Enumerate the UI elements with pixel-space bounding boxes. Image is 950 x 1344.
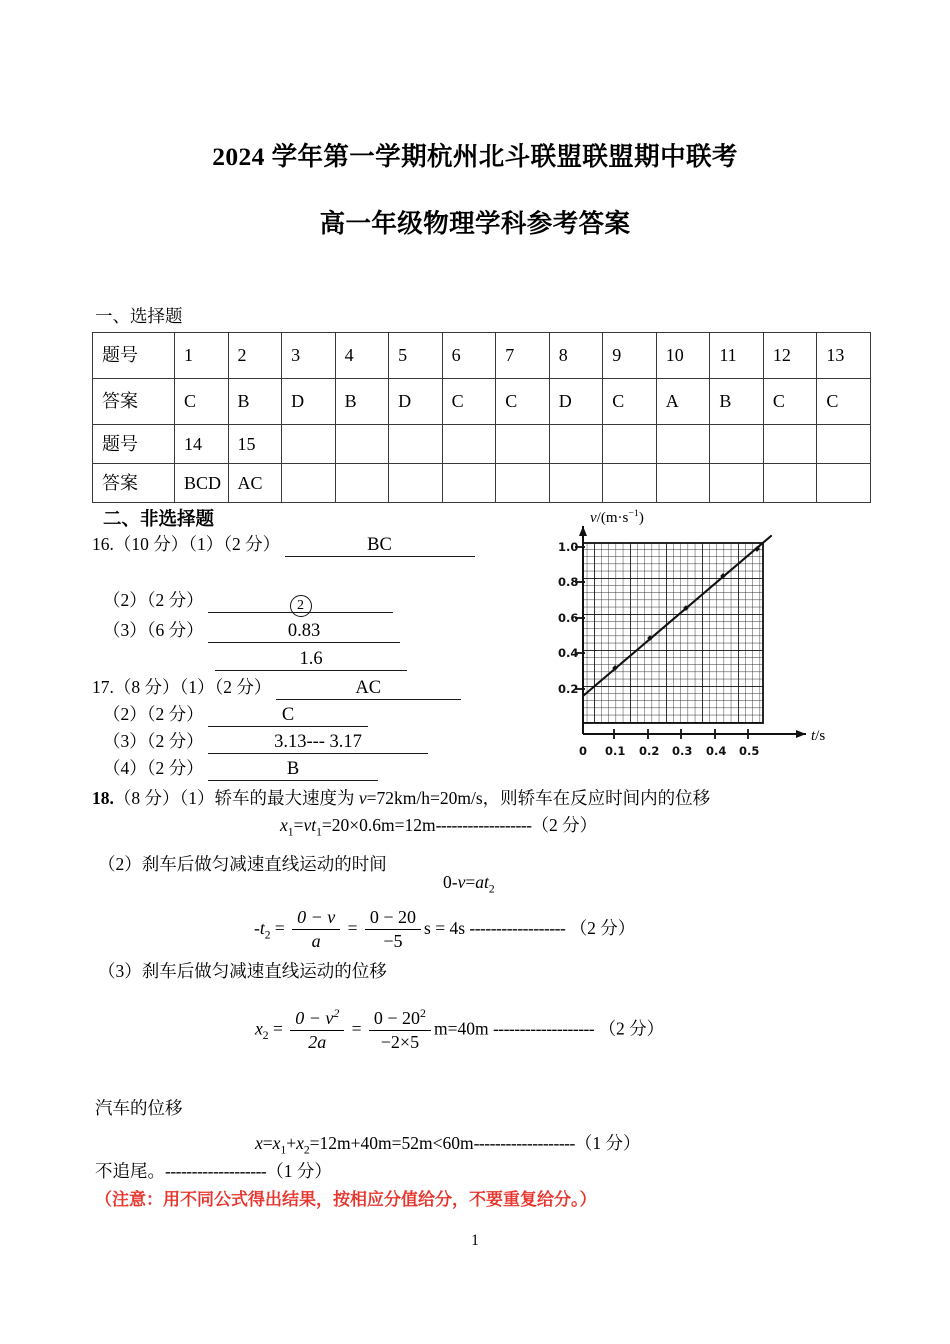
- table-cell-answer: C: [175, 379, 229, 425]
- eq0vat-at: at: [475, 872, 489, 892]
- x-tick-label-0.4: 0.4: [706, 744, 727, 758]
- section-heading-nonchoice: 二、非选择题: [103, 510, 215, 530]
- q18-displacement-label: 汽车的位移: [95, 1098, 183, 1118]
- q17-part2-line: [103, 701, 368, 727]
- y-tick-label-0.4: 0.4: [558, 646, 579, 660]
- q17-answer-1: AC: [276, 678, 461, 700]
- t2-symbol: t: [259, 918, 265, 939]
- q18-t2-equation: [254, 908, 635, 952]
- table-cell-answer: D: [282, 379, 336, 425]
- q17-part4-label: （4）（2 分）: [103, 758, 204, 778]
- t2-marks: （2 分）: [569, 918, 636, 939]
- x-tick-label-0.1: 0.1: [605, 744, 626, 758]
- x-axis-title: t/s: [811, 728, 826, 744]
- x2-frac1-denominator: 2a: [308, 1031, 327, 1052]
- table-row-answers-2: [93, 464, 871, 503]
- t2-leading-dash: -: [254, 918, 260, 939]
- document-title-block: [0, 134, 950, 247]
- x2-marks: （2 分）: [598, 1018, 665, 1039]
- table-cell-answer: B: [710, 379, 764, 425]
- circled-two-marker: 2: [290, 595, 312, 617]
- table-cell-question: 1: [175, 333, 229, 379]
- table-cell-question: [335, 425, 389, 464]
- x1-result: =20×0.6m=12m: [321, 815, 436, 835]
- q18-number: 18.: [92, 788, 114, 808]
- x2-fraction-2: [369, 1007, 431, 1052]
- table-cell-question: [549, 425, 603, 464]
- table-cell-answer: [549, 464, 603, 503]
- table-cell-question: 12: [763, 333, 817, 379]
- t2-frac2-numerator: 0 − 20: [365, 907, 421, 930]
- table-cell-question: 5: [389, 333, 443, 379]
- table-cell-answer: [389, 464, 443, 503]
- x2-frac2-denominator: −2×5: [380, 1031, 420, 1052]
- q18-x2-equation: [255, 1008, 664, 1053]
- t2-equals-1: =: [274, 918, 285, 939]
- answer-table: [92, 332, 871, 503]
- table-cell-answer: [763, 464, 817, 503]
- x1-equals: =: [293, 815, 304, 835]
- table-cell-question: [710, 425, 764, 464]
- q18-total-displacement-equation: [255, 1130, 640, 1157]
- q18-line1-prefix: （8 分）（1）轿车的最大速度为: [113, 788, 359, 808]
- t2-frac2-denominator: −5: [383, 930, 403, 951]
- q17-answer-2: C: [208, 705, 368, 727]
- table-cell-answer: C: [603, 379, 657, 425]
- grading-note: （注意：用不同公式得出结果，按相应分值给分，不要重复给分。）: [95, 1190, 597, 1209]
- velocity-time-graph: [558, 506, 850, 762]
- q16-part2-label: （2）（2 分）: [103, 590, 204, 610]
- page-number: 1: [471, 1232, 479, 1249]
- table-cell-answer: D: [549, 379, 603, 425]
- table-cell-question: [282, 425, 336, 464]
- q17-part4-line: [103, 755, 378, 781]
- row-header-question-2: 题号: [93, 425, 175, 464]
- table-cell-question: 2: [228, 333, 282, 379]
- table-cell-answer: B: [228, 379, 282, 425]
- x1-subscript: 1: [287, 826, 294, 839]
- q18-conclusion-text: 不追尾。: [95, 1161, 165, 1181]
- table-cell-question: 6: [442, 333, 496, 379]
- y-tick-label-0.6: 0.6: [558, 611, 579, 625]
- y-axis-title: $v/(m\cdot s^{-1})$: [590, 508, 644, 526]
- q18-part2-label: （2）刹车后做匀减速直线运动的时间: [98, 854, 387, 874]
- q17-part3-label: （3）（2 分）: [103, 731, 204, 751]
- table-cell-answer: [442, 464, 496, 503]
- x-tick-label-0: 0: [579, 744, 588, 758]
- table-row-answers-1: [93, 379, 871, 425]
- title-line-1: 2024 学年第一学期杭州北斗联盟联盟期中联考: [212, 142, 738, 171]
- t2-fraction-2: [365, 907, 421, 951]
- section-heading-choice: 一、选择题: [95, 306, 183, 326]
- q16-part3-line: [103, 617, 400, 643]
- eq0vat-equals: =: [465, 872, 476, 892]
- table-cell-question: [442, 425, 496, 464]
- table-cell-answer: C: [442, 379, 496, 425]
- x2-equals-2: =: [351, 1018, 362, 1039]
- table-cell-answer: C: [763, 379, 817, 425]
- xsum-marks: （1 分）: [574, 1133, 641, 1153]
- eq0vat-v: v: [457, 872, 466, 892]
- q18-part3-label: （3）刹车后做匀减速直线运动的位移: [98, 961, 387, 981]
- q16-answer-3b: 1.6: [215, 649, 407, 671]
- q16-part3-line2: [215, 648, 407, 671]
- xsum-plus-x: +x: [286, 1133, 304, 1153]
- table-cell-question: 9: [603, 333, 657, 379]
- table-cell-question: [817, 425, 871, 464]
- q16-part2-line: [103, 587, 393, 613]
- q16-answer-2: [208, 591, 393, 613]
- table-cell-answer: C: [496, 379, 550, 425]
- x2-frac1-numerator: $0 - v^2$: [290, 1007, 344, 1031]
- row-header-answer-1: 答案: [93, 379, 175, 425]
- table-cell-question: [656, 425, 710, 464]
- t2-frac1-numerator: 0 − v: [292, 907, 340, 930]
- xsum-dash-leader: -------------------: [473, 1133, 575, 1153]
- table-cell-question: 15: [228, 425, 282, 464]
- table-cell-answer: AC: [228, 464, 282, 503]
- table-cell-question: [389, 425, 443, 464]
- table-cell-question: [603, 425, 657, 464]
- conclusion-dash-leader: -------------------: [165, 1161, 267, 1181]
- x1-dash-leader: ------------------: [435, 815, 532, 835]
- q18-x1-equation: [280, 812, 597, 839]
- q16-part1-line: [92, 531, 475, 557]
- x-tick-label-0.3: 0.3: [672, 744, 693, 758]
- table-cell-question: 11: [710, 333, 764, 379]
- q16-part3-label: （3）（6 分）: [103, 620, 204, 640]
- x2-frac2-numerator: $0 - 20^2$: [369, 1007, 431, 1031]
- t2-frac1-denominator: a: [311, 930, 321, 951]
- table-row-questions-2: [93, 425, 871, 464]
- xsum-result: =12m+40m=52m<60m: [309, 1133, 474, 1153]
- table-cell-question: [763, 425, 817, 464]
- q17-part3-line: [103, 728, 428, 754]
- xsum-eq-x: =x: [262, 1133, 281, 1153]
- q18-eq-0vat: [443, 872, 495, 896]
- graph-paper-grid: [583, 543, 763, 723]
- t2-dash-leader: ------------------: [469, 918, 566, 939]
- table-cell-answer: [710, 464, 764, 503]
- q17-answer-4: B: [208, 759, 378, 781]
- row-header-answer-2: 答案: [93, 464, 175, 503]
- table-cell-answer: [335, 464, 389, 503]
- table-cell-answer: [603, 464, 657, 503]
- q18-symbol-v: v: [358, 788, 367, 808]
- table-row-questions-1: [93, 333, 871, 379]
- t2-result: s = 4s: [424, 918, 466, 939]
- x2-fraction-1: [290, 1007, 344, 1052]
- table-cell-answer: D: [389, 379, 443, 425]
- x2-subscript: 2: [262, 1030, 269, 1043]
- conclusion-marks: （1 分）: [266, 1161, 332, 1181]
- eq0vat-prefix: 0-: [443, 872, 458, 892]
- q16-answer-1: BC: [285, 535, 475, 557]
- x2-dash-leader: -------------------: [492, 1018, 595, 1039]
- xsum-symbol: x: [255, 1133, 263, 1153]
- row-header-question-1: 题号: [93, 333, 175, 379]
- q18-line1-mid: =72km/h=20m/s，则轿车在反应时间内的位移: [366, 788, 711, 808]
- table-cell-answer: [656, 464, 710, 503]
- q18-conclusion-line: [95, 1158, 332, 1183]
- t2-subscript: 2: [264, 929, 271, 942]
- x2-equals-1: =: [272, 1018, 283, 1039]
- q17-answer-3: 3.13--- 3.17: [208, 732, 428, 754]
- table-cell-answer: A: [656, 379, 710, 425]
- table-cell-answer: [496, 464, 550, 503]
- x1-marks: （2 分）: [531, 815, 598, 835]
- x1-vt: vt: [303, 815, 317, 835]
- t2-equals-2: =: [347, 918, 358, 939]
- table-cell-answer: [282, 464, 336, 503]
- table-cell-question: 7: [496, 333, 550, 379]
- x-tick-label-0.2: 0.2: [639, 744, 660, 758]
- table-cell-question: 4: [335, 333, 389, 379]
- x1-vt-subscript: 1: [316, 826, 322, 839]
- table-cell-question: 13: [817, 333, 871, 379]
- table-cell-answer: C: [817, 379, 871, 425]
- x2-result: m=40m: [433, 1018, 489, 1039]
- table-cell-answer: B: [335, 379, 389, 425]
- y-tick-label-0.8: 0.8: [558, 575, 579, 589]
- x2-symbol: x: [255, 1018, 263, 1039]
- graph-svg: [558, 506, 850, 762]
- q16-stem: 16.（10 分）（1）（2 分）: [92, 534, 281, 554]
- x1-symbol: x: [280, 815, 288, 835]
- table-cell-question: 3: [282, 333, 336, 379]
- table-cell-question: 10: [656, 333, 710, 379]
- xsum-sub1: 1: [280, 1144, 287, 1157]
- eq0vat-subscript: 2: [488, 883, 495, 896]
- title-line-2: 高一年级物理学科参考答案: [319, 209, 631, 238]
- x-tick-label-0.5: 0.5: [739, 744, 760, 758]
- q17-stem: 17.（8 分）（1）（2 分）: [92, 677, 272, 697]
- q16-answer-3a: 0.83: [208, 621, 400, 643]
- table-cell-answer: BCD: [175, 464, 229, 503]
- t2-fraction-1: [292, 907, 340, 951]
- y-tick-label-1.0: 1.0: [558, 540, 579, 554]
- q17-part2-label: （2）（2 分）: [103, 704, 204, 724]
- q18-line1: [92, 785, 710, 810]
- table-cell-question: [496, 425, 550, 464]
- xsum-sub2: 2: [303, 1144, 310, 1157]
- table-cell-question: 8: [549, 333, 603, 379]
- table-cell-answer: [817, 464, 871, 503]
- y-tick-label-0.2: 0.2: [558, 682, 579, 696]
- table-cell-question: 14: [175, 425, 229, 464]
- q17-part1-line: [92, 674, 461, 700]
